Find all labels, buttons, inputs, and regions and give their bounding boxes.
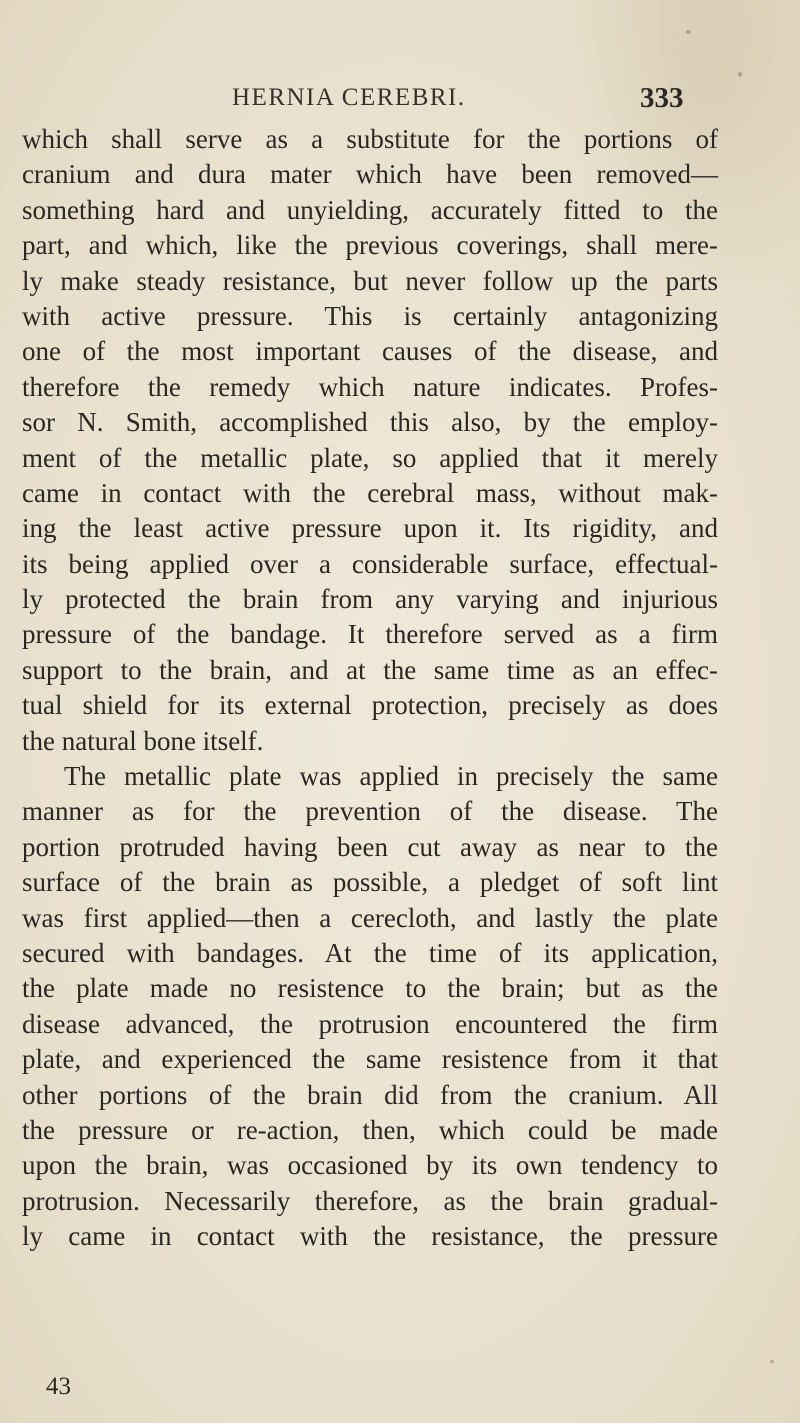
text-line: tual shield for its external protection, precisely as does <box>22 690 718 721</box>
paper-speck <box>60 1050 63 1053</box>
running-head: HERNIA CEREBRI. <box>232 84 466 111</box>
text-line: manner as for the prevention of the disease. The <box>22 796 718 827</box>
paragraph-start-line: The metallic plate was applied in precisely the same <box>64 761 718 792</box>
text-line: protrusion. Necessarily therefore, as the brain gradual- <box>22 1185 718 1216</box>
text-line: came in contact with the cerebral mass, without mak- <box>22 477 718 508</box>
text-line: secured with bandages. At the time of its application, <box>22 937 718 968</box>
text-line: ing the least active pressure upon it. Its rigidity, and <box>22 513 718 544</box>
page-number: 333 <box>640 82 684 114</box>
text-line: therefore the remedy which nature indicates. Profes- <box>22 371 718 402</box>
text-line: part, and which, like the previous coverings, shall mere- <box>22 230 718 261</box>
text-line: its being applied over a considerable surface, effectual- <box>22 548 718 579</box>
text-line: cranium and dura mater which have been removed— <box>22 159 718 190</box>
text-line: with active pressure. This is certainly antagonizing <box>22 300 718 331</box>
paper-speck <box>738 72 742 77</box>
text-line: surface of the brain as possible, a pledget of soft lint <box>22 867 718 898</box>
text-line: ly came in contact with the resistance, the pressure <box>22 1221 718 1252</box>
text-line: plate, and experienced the same resistence from it that <box>22 1044 718 1075</box>
text-line: pressure of the bandage. It therefore served as a firm <box>22 619 718 650</box>
text-line: which shall serve as a substitute for the portions of <box>22 124 718 154</box>
text-line: ly protected the brain from any varying and injurious <box>22 584 718 615</box>
text-line: was first applied—then a cerecloth, and lastly the plate <box>22 902 718 933</box>
text-line: other portions of the brain did from the cranium. All <box>22 1079 718 1110</box>
body-text <box>22 122 718 1255</box>
paper-speck <box>770 1360 774 1363</box>
text-line: portion protruded having been cut away as near to the <box>22 831 718 862</box>
text-line: the plate made no resistence to the brain; but as the <box>22 973 718 1004</box>
text-line: ment of the metallic plate, so applied that it merely <box>22 442 718 473</box>
page-header <box>0 84 800 118</box>
text-line: the pressure or re-action, then, which could be made <box>22 1114 718 1145</box>
text-line: one of the most important causes of the disease, and <box>22 336 718 367</box>
text-line: something hard and unyielding, accurately fitted to the <box>22 194 718 225</box>
text-line: sor N. Smith, accomplished this also, by the employ- <box>22 407 718 438</box>
text-line: support to the brain, and at the same time as an effec- <box>22 654 718 685</box>
text-line: ly make steady resistance, but never follow up the parts <box>22 265 718 296</box>
paper-speck <box>686 30 691 34</box>
text-line: the natural bone itself. <box>22 725 264 756</box>
signature-mark: 43 <box>46 1373 71 1400</box>
text-line: disease advanced, the protrusion encountered the firm <box>22 1008 718 1039</box>
text-line: upon the brain, was occasioned by its own tendency to <box>22 1150 718 1181</box>
